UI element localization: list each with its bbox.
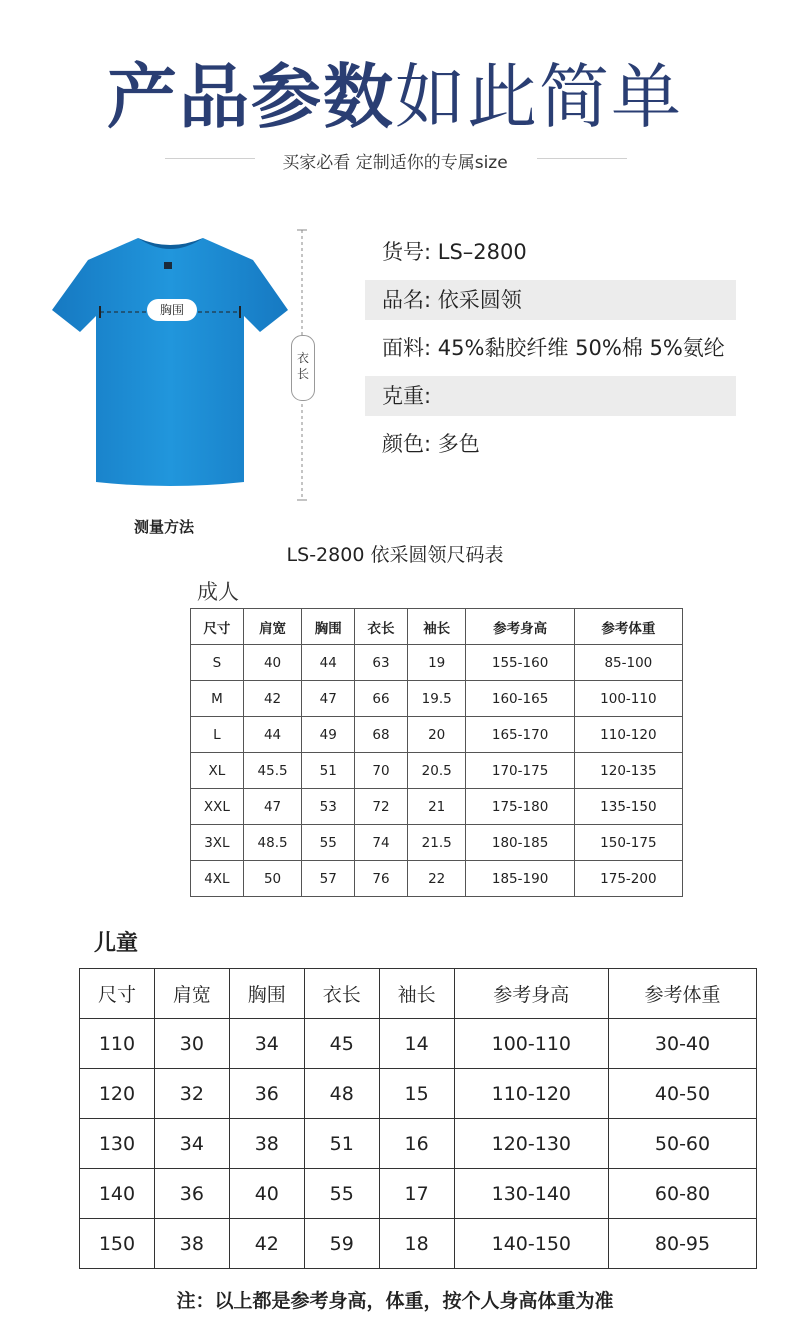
table-cell: 3XL [191, 825, 244, 861]
table-cell: 85-100 [574, 645, 682, 681]
param-product-name: 品名: 依采圆领 [365, 280, 736, 320]
length-label [291, 335, 315, 401]
table-cell: 160-165 [466, 681, 574, 717]
adult-section-label: 成人 [197, 580, 239, 604]
table-cell: 140 [80, 1169, 155, 1219]
child-size-table [79, 968, 757, 1269]
table-row [191, 753, 683, 789]
table-cell: 42 [243, 681, 302, 717]
table-cell: 68 [355, 717, 408, 753]
table-row [191, 717, 683, 753]
table-cell: 80-95 [609, 1219, 757, 1269]
table-cell: 34 [229, 1019, 304, 1069]
tshirt-illustration [48, 232, 293, 492]
table-cell: 130-140 [454, 1169, 608, 1219]
table-row [191, 789, 683, 825]
table-cell: 63 [355, 645, 408, 681]
table-cell: 45.5 [243, 753, 302, 789]
table-cell: 21.5 [407, 825, 466, 861]
table-cell: 100-110 [454, 1019, 608, 1069]
header-cell: 袖长 [379, 969, 454, 1019]
table-cell: 57 [302, 861, 355, 897]
table-row [191, 681, 683, 717]
table-row [80, 1069, 757, 1119]
table-cell: 66 [355, 681, 408, 717]
param-weight: 克重: [365, 376, 736, 416]
table-cell: 4XL [191, 861, 244, 897]
table-cell: 74 [355, 825, 408, 861]
header-cell: 肩宽 [243, 609, 302, 645]
table-row [80, 1219, 757, 1269]
table-cell: 18 [379, 1219, 454, 1269]
table-cell: 44 [302, 645, 355, 681]
table-cell: 45 [304, 1019, 379, 1069]
table-cell: 34 [154, 1119, 229, 1169]
table-cell: 110-120 [454, 1069, 608, 1119]
table-cell: 47 [302, 681, 355, 717]
tshirt-logo [164, 262, 172, 269]
table-cell: 150-175 [574, 825, 682, 861]
measure-method-label: 测量方法 [134, 518, 195, 536]
table-cell: 36 [229, 1069, 304, 1119]
table-cell: 30 [154, 1019, 229, 1069]
header-cell: 衣长 [355, 609, 408, 645]
page-subtitle: 买家必看 定制适你的专属size [282, 153, 508, 173]
table-cell: 14 [379, 1019, 454, 1069]
table-cell: 51 [302, 753, 355, 789]
adult-size-table [190, 608, 683, 897]
param-color: 颜色: 多色 [382, 432, 480, 456]
size-chart-title: LS-2800 依采圆领尺码表 [286, 544, 504, 566]
header-cell: 胸围 [229, 969, 304, 1019]
table-cell: 22 [407, 861, 466, 897]
table-cell: 44 [243, 717, 302, 753]
footnote: 注：以上都是参考身高，体重，按个人身高体重为准 [176, 1290, 614, 1312]
table-cell: 50 [243, 861, 302, 897]
title-bold: 产品参数 [107, 56, 395, 138]
child-section-label: 儿童 [94, 931, 139, 956]
table-cell: 120-130 [454, 1119, 608, 1169]
page-title [0, 52, 790, 142]
table-cell: 15 [379, 1069, 454, 1119]
table-cell: 20 [407, 717, 466, 753]
table-cell: 76 [355, 861, 408, 897]
table-cell: 38 [229, 1119, 304, 1169]
table-row [191, 645, 683, 681]
header-cell: 参考体重 [609, 969, 757, 1019]
table-cell: 42 [229, 1219, 304, 1269]
table-cell: 165-170 [466, 717, 574, 753]
table-cell: 130 [80, 1119, 155, 1169]
header-cell: 尺寸 [191, 609, 244, 645]
table-cell: 70 [355, 753, 408, 789]
table-row [191, 825, 683, 861]
header-cell: 胸围 [302, 609, 355, 645]
table-cell: 50-60 [609, 1119, 757, 1169]
table-cell: 175-180 [466, 789, 574, 825]
table-cell: 32 [154, 1069, 229, 1119]
table-cell: 19.5 [407, 681, 466, 717]
table-cell: 55 [304, 1169, 379, 1219]
table-cell: 53 [302, 789, 355, 825]
table-row [80, 1169, 757, 1219]
header-cell: 尺寸 [80, 969, 155, 1019]
param-item-number: 货号: LS–2800 [382, 240, 527, 264]
table-cell: 40 [243, 645, 302, 681]
table-cell: 47 [243, 789, 302, 825]
table-cell: 120 [80, 1069, 155, 1119]
table-cell: 16 [379, 1119, 454, 1169]
table-cell: XXL [191, 789, 244, 825]
table-cell: 40-50 [609, 1069, 757, 1119]
table-header-row [191, 609, 683, 645]
table-cell: 135-150 [574, 789, 682, 825]
tshirt-body [52, 238, 288, 486]
table-row [80, 1119, 757, 1169]
table-cell: 55 [302, 825, 355, 861]
table-cell: 170-175 [466, 753, 574, 789]
table-cell: M [191, 681, 244, 717]
param-fabric: 面料: 45%黏胶纤维 50%棉 5%氨纶 [382, 336, 725, 360]
table-cell: 36 [154, 1169, 229, 1219]
table-cell: 120-135 [574, 753, 682, 789]
length-label-char-2: 长 [296, 367, 309, 381]
header-cell: 参考身高 [454, 969, 608, 1019]
length-label-char-1: 衣 [296, 351, 309, 365]
table-cell: 48 [304, 1069, 379, 1119]
table-cell: 51 [304, 1119, 379, 1169]
table-header-row [80, 969, 757, 1019]
table-cell: 155-160 [466, 645, 574, 681]
table-cell: 19 [407, 645, 466, 681]
table-cell: S [191, 645, 244, 681]
header-cell: 袖长 [407, 609, 466, 645]
header-cell: 衣长 [304, 969, 379, 1019]
table-cell: 150 [80, 1219, 155, 1269]
table-cell: 59 [304, 1219, 379, 1269]
table-cell: L [191, 717, 244, 753]
title-light: 如此简单 [395, 56, 683, 138]
table-cell: 48.5 [243, 825, 302, 861]
table-cell: 49 [302, 717, 355, 753]
table-cell: 21 [407, 789, 466, 825]
table-cell: 175-200 [574, 861, 682, 897]
table-cell: 17 [379, 1169, 454, 1219]
table-cell: XL [191, 753, 244, 789]
header-cell: 参考身高 [466, 609, 574, 645]
table-cell: 100-110 [574, 681, 682, 717]
table-cell: 20.5 [407, 753, 466, 789]
table-row [80, 1019, 757, 1069]
table-cell: 185-190 [466, 861, 574, 897]
table-cell: 72 [355, 789, 408, 825]
table-cell: 40 [229, 1169, 304, 1219]
table-cell: 180-185 [466, 825, 574, 861]
table-row [191, 861, 683, 897]
table-cell: 110 [80, 1019, 155, 1069]
table-cell: 140-150 [454, 1219, 608, 1269]
table-cell: 110-120 [574, 717, 682, 753]
header-cell: 参考体重 [574, 609, 682, 645]
chest-label: 胸围 [147, 299, 197, 321]
table-cell: 38 [154, 1219, 229, 1269]
table-cell: 60-80 [609, 1169, 757, 1219]
table-cell: 30-40 [609, 1019, 757, 1069]
header-cell: 肩宽 [154, 969, 229, 1019]
